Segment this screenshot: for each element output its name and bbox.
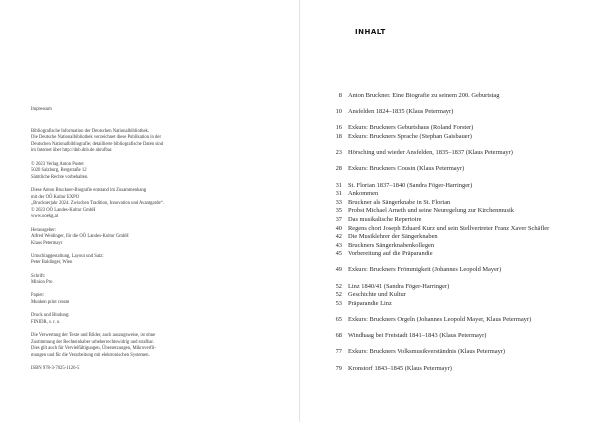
- imprint-line: mungen und für die Verarbeitung mit elektronischen Systemen.: [31, 352, 150, 358]
- imprint-line: Deutschen Nationalbibliografie; detaillierte bibliografische Daten sind: [31, 141, 164, 147]
- imprint-block: [31, 274, 231, 287]
- imprint-line: Diese Anton Bruckner-Biografie entstand im Zusammenhang: [31, 187, 147, 193]
- toc-group: [326, 124, 586, 141]
- imprint-block: [31, 228, 231, 248]
- toc-entry[interactable]: [326, 300, 586, 309]
- toc-group: [326, 165, 586, 174]
- imprint-line: Minion Pro: [31, 280, 53, 286]
- toc-entry[interactable]: [326, 207, 586, 216]
- toc-entry[interactable]: [326, 348, 586, 357]
- toc-entry[interactable]: [326, 225, 586, 234]
- toc-entry[interactable]: [326, 92, 586, 101]
- toc-entry-title: Probst Michael Arneth und seine Neuregelung zur Kirchenmusik: [348, 207, 514, 215]
- imprint-line: Alfred Weidinger, für die OÖ Landes-Kultur GmbH: [31, 234, 129, 240]
- toc-group: [326, 332, 586, 341]
- toc-entry[interactable]: [326, 199, 586, 208]
- imprint-line: FINIDR, s. r. o.: [31, 319, 61, 325]
- toc-entry-title: Exkurs: Bruckners Sprache (Stephan Gaisbauer): [348, 132, 472, 140]
- toc-entry[interactable]: [326, 365, 586, 374]
- toc-group: [326, 316, 586, 325]
- imprint-line: Papier:: [31, 293, 45, 299]
- toc-entry[interactable]: [326, 291, 586, 300]
- imprint-line: im Internet über http://dnb.dnb.de abrufbar.: [31, 148, 113, 154]
- toc-page-number: 8: [338, 92, 342, 99]
- toc-group: [326, 266, 586, 275]
- toc-page-number: 52: [335, 282, 342, 290]
- toc-group: [326, 182, 586, 259]
- toc-entry[interactable]: [326, 182, 586, 191]
- page-gutter: [299, 0, 300, 422]
- toc-group: [326, 348, 586, 357]
- toc-entry-title: Präparandie Linz: [348, 299, 392, 307]
- imprint-block: [31, 313, 231, 326]
- toc-page-number: 37: [335, 215, 342, 223]
- toc-page-number: 16: [335, 124, 342, 132]
- imprint-line: ISBN 978-3-7025-1126-5: [31, 365, 80, 371]
- toc-entry-title: Bruckner als Sängerknabe in St. Florian: [348, 198, 451, 206]
- toc-entry-title: Ankommen: [348, 190, 379, 198]
- toc-page-number: 52: [335, 291, 342, 299]
- imprint-block: [31, 188, 231, 221]
- imprint-line: Klaus Petermayr: [31, 240, 63, 246]
- toc-entry-title: Ansfelden 1824–1835 (Klaus Petermayr): [348, 108, 454, 116]
- toc-entry[interactable]: [326, 233, 586, 242]
- toc-page-number: 31: [335, 190, 342, 198]
- toc-entry-title: Windhaag bei Freistadt 1841–1843 (Klaus Petermayr): [348, 332, 487, 340]
- toc-entry[interactable]: [326, 283, 586, 292]
- imprint-line: „Brucknerjahr 2024. Zwischen Tradition, Innovation und Avantgarde“.: [31, 201, 164, 207]
- imprint-line: © 2023 OÖ Landes-Kultur GmbH: [31, 207, 96, 213]
- toc-entry[interactable]: [326, 250, 586, 259]
- toc-entry-title: Geschichte und Kultur: [348, 291, 406, 299]
- toc-entry[interactable]: [326, 316, 586, 325]
- imprint-line: Sämtliche Rechte vorbehalten.: [31, 174, 89, 180]
- imprint-line: Die Verwertung der Texte und Bilder, auch auszugsweise, ist ohne: [31, 333, 156, 338]
- toc-entry-title: Exkurs: Bruckners Orgeln (Johannes Leopold Mayer, Klaus Petermayr): [348, 316, 532, 324]
- toc-entry-title: Regens chori Joseph Eduard Kurz und sein Stellvertreter Franz Xaver Schäfler: [348, 224, 550, 232]
- imprint-block: [31, 366, 231, 373]
- toc-page-number: 43: [335, 241, 342, 249]
- toc-page-number: 10: [335, 108, 342, 116]
- toc-page-number: 49: [335, 266, 342, 274]
- imprint-line: © 2023 Verlag Anton Pustet: [31, 161, 84, 167]
- toc-entry-title: Exkurs: Bruckners Frömmigkeit (Johannes Leopold Mayer): [348, 266, 502, 274]
- toc-entry-title: St. Florian 1837–1840 (Sandra Föger-Harringer): [348, 181, 473, 189]
- toc-page-number: 68: [335, 332, 342, 340]
- toc-page-number: 40: [335, 224, 342, 232]
- toc-group: [326, 149, 586, 158]
- toc-page-number: 65: [335, 316, 342, 324]
- toc-group: [326, 108, 586, 117]
- toc-group: [326, 365, 586, 374]
- toc-page-number: 45: [335, 250, 342, 258]
- imprint-line: Die Deutsche Nationalbibliothek verzeichnet diese Publikation in der: [31, 135, 162, 141]
- toc-page-number: 35: [335, 207, 342, 215]
- imprint-line: Bibliografische Information der Deutschen Nationalbibliothek.: [31, 128, 150, 134]
- imprint-line: Zustimmung der Rechteinhaber urheberrechtswidrig und strafbar.: [31, 339, 154, 345]
- imprint-line: Dies gilt auch für Vervielfältigungen, Übersetzungen, Mikroverfil-: [31, 346, 156, 352]
- toc-page-number: 79: [335, 364, 342, 372]
- toc-page-number: 18: [335, 132, 342, 140]
- toc-entry[interactable]: [326, 124, 586, 133]
- toc-page-number: 23: [335, 149, 342, 157]
- imprint-line: Druck und Bindung:: [31, 313, 70, 319]
- toc-entry-title: Exkurs: Bruckners Geburtshaus (Roland Forster): [348, 124, 474, 132]
- toc-entry[interactable]: [326, 108, 586, 117]
- imprint-line: Munken print cream: [31, 300, 70, 306]
- imprint-block: [31, 129, 231, 155]
- toc-entry-title: Linz 1840/41 (Sandra Föger-Harringer): [348, 282, 450, 290]
- toc-entry-title: Kronstorf 1843–1845 (Klaus Petermayr): [348, 364, 452, 372]
- imprint-line: mit der OÖ Kultur EXPO: [31, 194, 80, 200]
- toc-group: [326, 92, 586, 101]
- toc-page-number: 28: [335, 165, 342, 173]
- imprint-line: Peter Baldinger, Wien: [31, 260, 73, 266]
- toc-page-number: 33: [335, 198, 342, 206]
- toc-entry[interactable]: [326, 266, 586, 275]
- toc-page-number: 31: [335, 181, 342, 189]
- toc-entry-title: Das musikalische Repertoire: [348, 215, 422, 223]
- imprint-title: Impressum: [31, 107, 52, 112]
- imprint-line: Umschlaggestaltung, Layout und Satz:: [31, 253, 104, 259]
- toc-entry[interactable]: [326, 242, 586, 251]
- table-of-contents: [326, 92, 586, 381]
- toc-title: INHALT: [355, 28, 386, 36]
- imprint-line: Herausgeber:: [31, 227, 56, 233]
- toc-entry-title: Anton Bruckner. Eine Biografie zu seinem 200. Geburtstag: [348, 92, 500, 99]
- toc-entry-title: Vorbereitung auf die Präparandie: [348, 250, 433, 258]
- toc-entry-title: Exkurs: Bruckners Volksmusikverständnis (Klaus Petermayr): [348, 348, 506, 356]
- toc-entry[interactable]: [326, 216, 586, 225]
- toc-entry-title: Die Musiklehrer der Sängerknaben: [348, 233, 438, 241]
- imprint-line: Schrift:: [31, 273, 46, 279]
- toc-entry-title: Hörsching und wieder Ansfelden, 1835–1837 (Klaus Petermayr): [348, 149, 513, 157]
- toc-page-number: 77: [335, 348, 342, 356]
- imprint-block: [31, 254, 231, 267]
- imprint-line: www.ooekg.at: [31, 214, 59, 220]
- toc-page-number: 42: [335, 233, 342, 241]
- imprint-line: 5020 Salzburg, Bergstraße 12: [31, 168, 87, 174]
- toc-entry[interactable]: [326, 190, 586, 199]
- toc-page-number: 53: [335, 299, 342, 307]
- imprint-block: [31, 162, 231, 182]
- toc-group: [326, 283, 586, 309]
- toc-entry-title: Bruckners Sängerknabenkollegen: [348, 241, 435, 249]
- imprint-block: [31, 333, 231, 359]
- toc-entry-title: Exkurs: Bruckners Cousin (Klaus Petermayr): [348, 165, 465, 173]
- toc-entry[interactable]: [326, 332, 586, 341]
- imprint-block: [31, 293, 231, 306]
- imprint-page: [31, 107, 231, 379]
- toc-entry[interactable]: [326, 165, 586, 174]
- toc-entry[interactable]: [326, 149, 586, 158]
- toc-entry[interactable]: [326, 133, 586, 142]
